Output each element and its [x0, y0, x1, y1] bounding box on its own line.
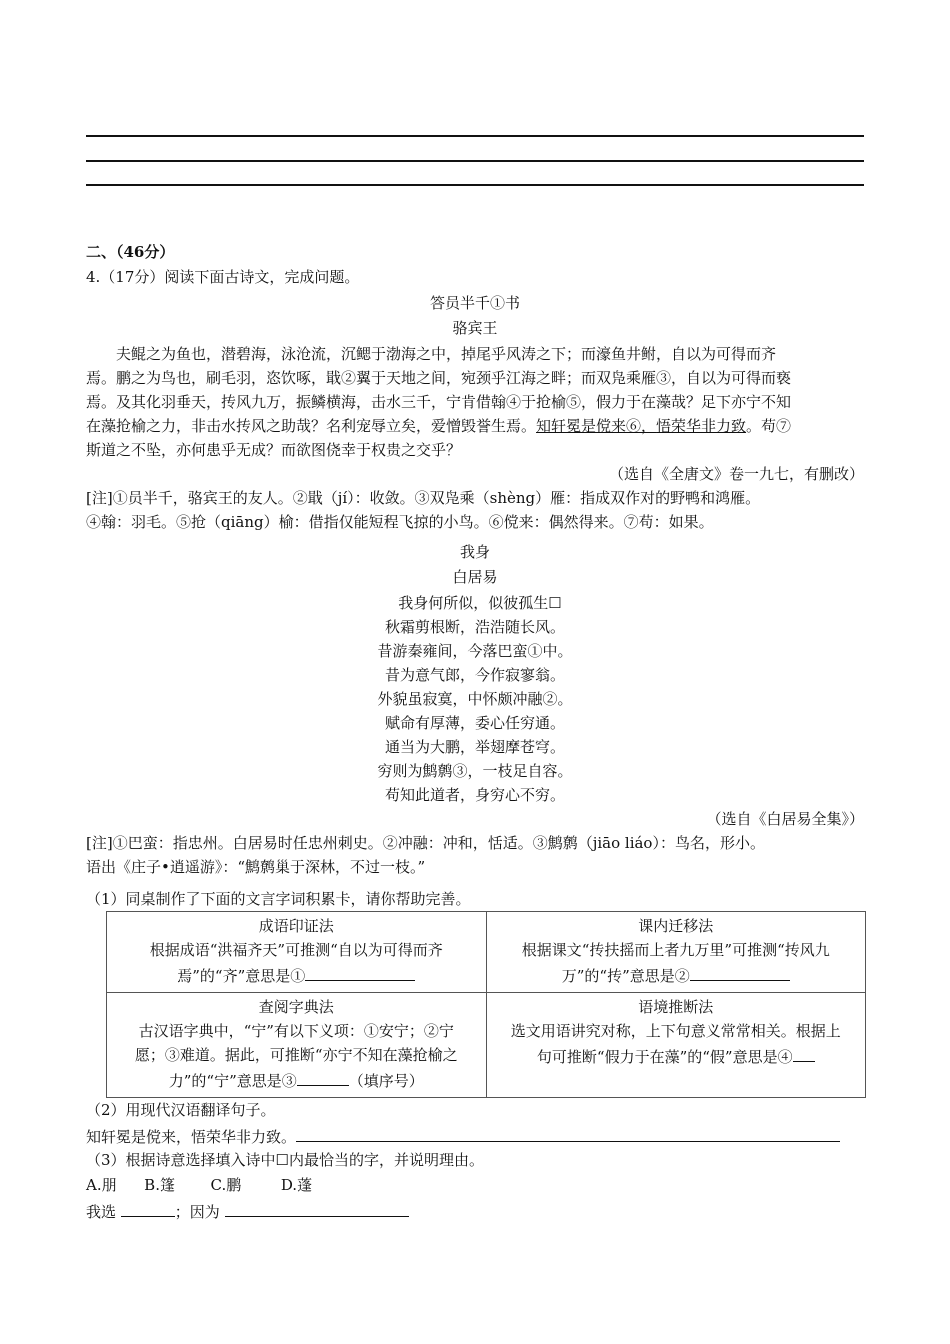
- vocab-card-table: [106, 911, 866, 1098]
- option-d[interactable]: D.蓬: [280, 1176, 313, 1194]
- card-idiom-method: 成语印证法 根据成语“洪福齐天”可推测“自以为可得而齐 焉”的“齐”意思是①: [107, 912, 487, 993]
- poem-line: 昔为意气郎，今作寂寥翁。: [384, 666, 565, 684]
- text1-line: 焉。鹏之为鸟也，刷毛羽，恣饮啄，戢②翼于天地之间，宛颈乎江海之畔；而双凫乘雁③，自以为可得而亵: [86, 369, 792, 387]
- poem-line: 穷则为鹪鹩③，一枝足自容。: [377, 762, 573, 780]
- translation-blank[interactable]: [296, 1123, 840, 1142]
- text2-title: 我身: [459, 543, 490, 561]
- section-header: 二、（46分）: [86, 243, 175, 261]
- answer-line: [86, 135, 864, 137]
- option-a[interactable]: A.朋: [86, 1176, 117, 1194]
- poem-line: 昔游秦雍间，今落巴蛮①中。: [377, 642, 573, 660]
- text1-line-4: 在藻抢榆之力，非击水抟风之助哉？名利宠辱立矣，爱憎毁誉生焉。知轩冕是傥来⑥，悟荣华非力致。苟⑦: [86, 417, 792, 435]
- q1-prompt: （1）同桌制作了下面的文言字词积累卡，请你帮助完善。: [86, 890, 471, 908]
- poem-line: 赋命有厚薄，委心任穷通。: [384, 714, 565, 732]
- answer-blank-2[interactable]: [690, 962, 790, 981]
- poem-body: [86, 591, 864, 879]
- text1-body: [86, 342, 864, 534]
- poem-line: 我身何所似，似彼孤生☐: [398, 594, 562, 612]
- choice-blank[interactable]: [121, 1198, 175, 1217]
- text1-note: [注]①员半千，骆宾王的友人。②戢（jí）：收敛。③双凫乘（shèng）雁：指成双作对的野鸭和鸿雁。: [86, 489, 761, 507]
- text1-note: ④翰：羽毛。⑤抢（qiāng）榆：借指仅能短程飞掠的小鸟。⑥傥来：偶然得来。⑦苟：如果。: [86, 513, 714, 531]
- reason-blank[interactable]: [225, 1198, 409, 1217]
- text1-line: 夫鲲之为鱼也，潜碧海，泳沧流，沉鳃于渤海之中，掉尾乎风涛之下；而濠鱼井鲋，自以为可得而齐: [116, 345, 777, 363]
- text1-line: 焉。及其化羽垂天，抟风九万，振鳞横海，击水三千，宁肯借翰④于抢榆⑤，假力于在藻哉？足下亦宁不知: [86, 393, 792, 411]
- poem-line: 通当为大鹏，举翅摩苍穹。: [384, 738, 565, 756]
- poem-line: 秋霜剪根断，浩浩随长风。: [384, 618, 565, 636]
- underlined-sentence-part2: 悟荣华非力致: [656, 417, 747, 435]
- text2-source: （选自《白居易全集》）: [706, 810, 864, 828]
- text1-source: （选自《全唐文》卷一九七，有删改）: [608, 465, 864, 483]
- underlined-sentence-part1: 知轩冕是傥来⑥，: [536, 417, 657, 435]
- text2-note: [注]①巴蛮：指忠州。白居易时任忠州刺史。②冲融：冲和，恬适。③鹪鹩（jiāo liáo）：鸟名，形小。: [86, 834, 765, 852]
- answer-blank-3[interactable]: [297, 1067, 349, 1086]
- card-context-method: 语境推断法 选文用语讲究对称，上下句意义常常相关。根据上 句可推断“假力于在藻”的“假”意思是④: [486, 993, 866, 1098]
- text1-line: 斯道之不坠，亦何患乎无成？而欲图侥幸于权贵之交乎？: [86, 441, 462, 459]
- poem-line: 苟知此道者，身穷心不穷。: [384, 786, 565, 804]
- answer-blank-1[interactable]: [305, 962, 415, 981]
- answer-line: [86, 160, 864, 162]
- answer-line: [86, 184, 864, 186]
- text1-author: 骆宾王: [452, 319, 498, 337]
- q2-sentence: 知轩冕是傥来，悟荣华非力致。: [86, 1128, 297, 1146]
- q3-options: [86, 1173, 312, 1197]
- card-transfer-method: 课内迁移法 根据课文“抟扶摇而上者九万里”可推测“抟风九 万”的“抟”意思是②: [486, 912, 866, 993]
- card-dictionary-method: 查阅字典法 古汉语字典中，“宁”有以下义项：①安宁；②宁 愿；③难道。据此，可推断“亦宁不知在藻抢榆之 力”的“宁”意思是③ （填序号）: [107, 993, 487, 1098]
- q2-prompt: （2）用现代汉语翻译句子。: [86, 1101, 276, 1119]
- q2-line: [86, 1123, 864, 1149]
- question-4-intro: 4.（17分）阅读下面古诗文，完成问题。: [86, 268, 360, 286]
- text1-title: 答员半千①书: [429, 294, 520, 312]
- q3-prompt: （3）根据诗意选择填入诗中☐内最恰当的字，并说明理由。: [86, 1151, 484, 1169]
- text2-author: 白居易: [452, 568, 498, 586]
- option-b[interactable]: B.篷: [144, 1176, 175, 1194]
- option-c[interactable]: C.鹏: [210, 1176, 242, 1194]
- poem-line: 外貌虽寂寞，中怀颇冲融②。: [377, 690, 573, 708]
- q3-answer-line: 我选 ；因为: [86, 1198, 409, 1224]
- text2-note: 语出《庄子•逍遥游》：“鹪鹩巢于深林，不过一枝。”: [86, 858, 426, 876]
- answer-blank-4[interactable]: [793, 1043, 815, 1062]
